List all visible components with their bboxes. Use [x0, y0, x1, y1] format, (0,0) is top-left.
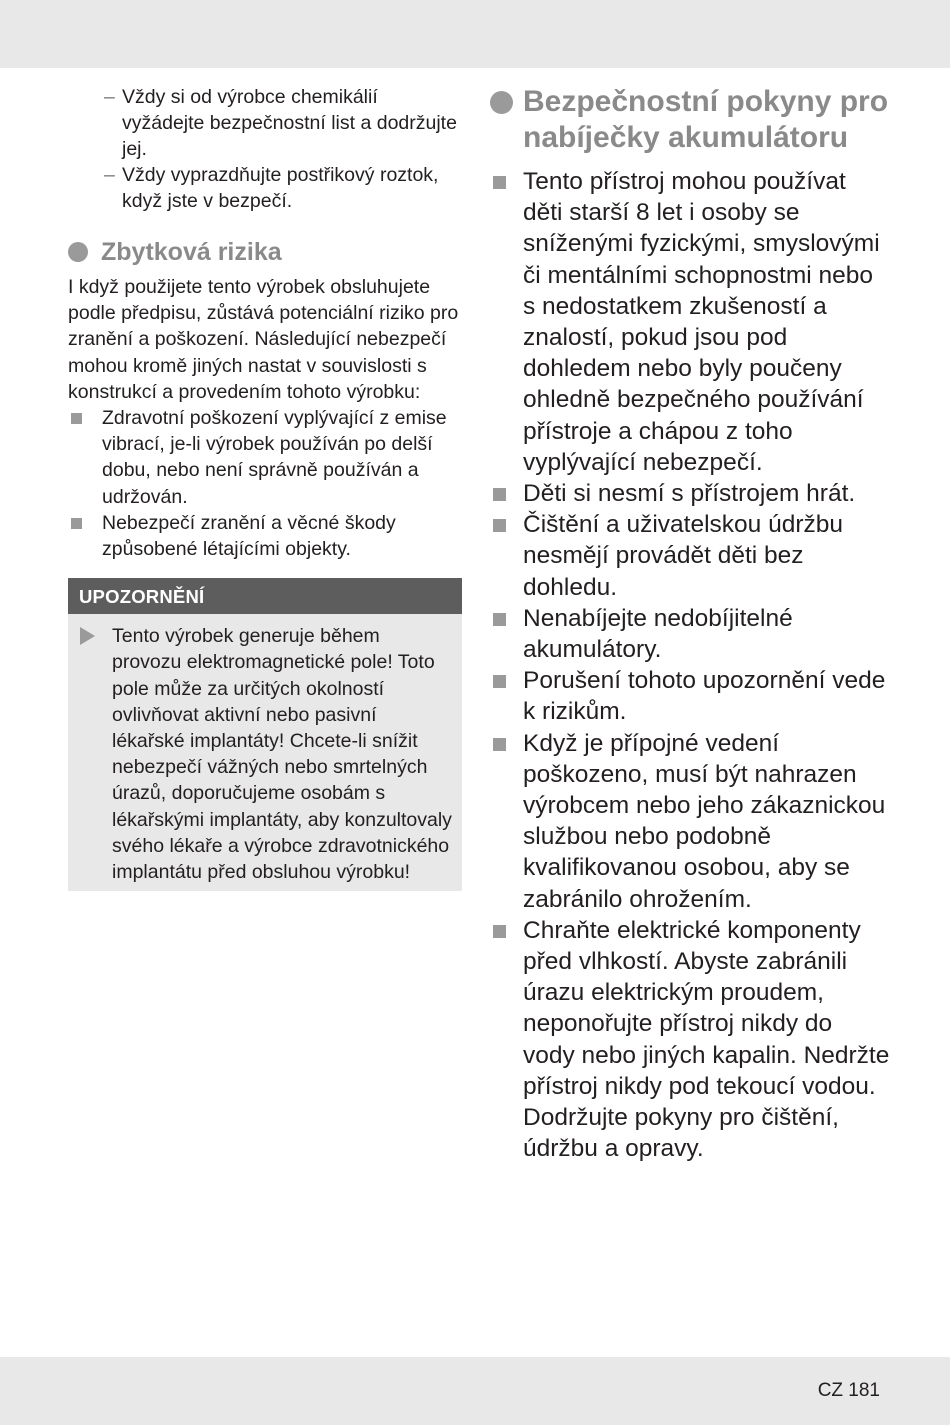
- list-item-text: Děti si nesmí s přístrojem hrát.: [523, 480, 856, 508]
- square-bullet-icon: [493, 176, 506, 189]
- warning-text: Tento výrobek generuje během provozu elektromagnetické pole! Toto pole může za určitých okolností ovlivňovat aktivní nebo pasivní lékařské implantáty! Chcete-li snížit nebezpečí vážných nebo smrtelných úrazů, doporučujeme osobám s lékařskými implantáty, aby konzultovaly svého lékaře a výrobce zdravotnického implantátu před obsluhou výrobku!: [112, 625, 452, 884]
- square-bullet-icon: [493, 613, 506, 626]
- section-heading-text: Bezpečnostní pokyny pro nabíječky akumulátoru: [523, 85, 889, 154]
- section-heading-charger-safety: [490, 84, 890, 156]
- list-item: [490, 603, 890, 665]
- list-item-text: Chraňte elektrické komponenty před vlhkostí. Abyste zabránili úrazu elektrickým proudem, neponořujte přístroj nikdy do vody nebo jiných kapalin. Nedržte přístroj nikdy pod tekoucí vodou. Dodržujte pokyny pro čištění, údržbu a opravy.: [523, 916, 890, 1163]
- footer-band: [0, 1357, 950, 1425]
- list-item-text: Porušení tohoto upozornění vede k rizikům.: [523, 667, 886, 726]
- dash-list: [68, 84, 462, 214]
- page-number: CZ 181: [817, 1380, 880, 1401]
- list-item-text: Když je přípojné vedení poškozeno, musí být nahrazen výrobcem nebo jeho zákaznickou službou nebo podobně kvalifikovanou osobou, aby se zabránilo ohrožením.: [523, 729, 886, 913]
- residual-risk-list: [68, 405, 462, 562]
- list-item-text: Čištění a uživatelskou údržbu nesmějí provádět děti bez dohledu.: [523, 511, 844, 601]
- dash-marker: –: [104, 164, 115, 186]
- list-item: [490, 509, 890, 603]
- circle-bullet-icon: [490, 91, 513, 114]
- list-item: [68, 84, 462, 162]
- warning-box: [68, 578, 462, 891]
- warning-title: UPOZORNĚNÍ: [68, 578, 462, 614]
- dash-marker: –: [104, 86, 115, 108]
- list-item: [490, 665, 890, 727]
- warning-body: [68, 614, 462, 891]
- square-bullet-icon: [71, 413, 82, 424]
- list-item-text: Nebezpečí zranění a věcné škody způsobené létajícími objekty.: [102, 511, 396, 561]
- right-column: [490, 84, 890, 1165]
- header-band: [0, 0, 950, 68]
- square-bullet-icon: [71, 518, 82, 529]
- list-item-text: Nenabíjejte nedobíjitelné akumulátory.: [523, 604, 793, 664]
- list-item: [490, 915, 890, 1165]
- left-column: [68, 84, 462, 891]
- circle-bullet-icon: [68, 242, 88, 262]
- list-item: [490, 478, 890, 509]
- list-item-text: Tento přístroj mohou používat děti starší 8 let i osoby se sníženými fyzickými, smyslovými či mentálními schopnostmi nebo s nedostatkem zkušeností a znalostí, pokud jsou pod dohledem nebo byly poučeny ohledně bezpečného používání přístroje a chápou z toho vyplývající nebezpečí.: [523, 168, 880, 476]
- list-item: [490, 728, 890, 915]
- section-heading-residual-risks: [68, 236, 462, 268]
- square-bullet-icon: [493, 488, 506, 501]
- residual-intro: I když použijete tento výrobek obsluhujete podle předpisu, zůstává potenciální riziko pro zranění a poškození. Následující nebezpečí mohou kromě jiných nastat v souvislosti s konstrukcí a provedením tohoto výrobku:: [68, 276, 459, 403]
- section-heading-text: Zbytková rizika: [101, 238, 282, 266]
- list-item-text: Vždy si od výrobce chemikálií vyžádejte bezpečnostní list a dodržujte jej.: [122, 86, 457, 160]
- charger-safety-list: [490, 166, 890, 1165]
- square-bullet-icon: [493, 738, 506, 751]
- list-item-text: Vždy vyprazdňujte postřikový roztok, když jste v bezpečí.: [122, 164, 439, 212]
- list-item: [490, 166, 890, 478]
- list-item: [68, 510, 462, 562]
- square-bullet-icon: [493, 519, 506, 532]
- square-bullet-icon: [493, 675, 506, 688]
- list-item-text: Zdravotní poškození vyplývající z emise vibrací, je-li výrobek používán po delší dobu, nebo není správně používán a udržován.: [102, 407, 447, 508]
- triangle-arrow-icon: [80, 627, 95, 645]
- list-item: [68, 405, 462, 510]
- square-bullet-icon: [493, 925, 506, 938]
- list-item: [68, 162, 462, 214]
